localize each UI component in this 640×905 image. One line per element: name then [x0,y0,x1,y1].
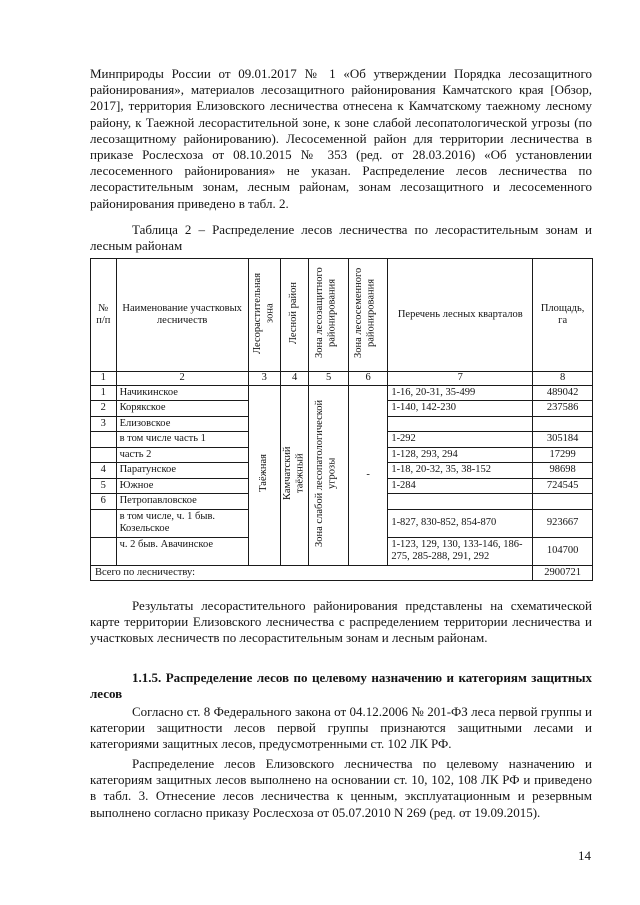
row-name: Южное [116,478,248,494]
row-name: в том числе, ч. 1 быв. Козельское [116,509,248,537]
row-num [91,447,117,463]
total-area: 2900721 [533,565,593,581]
row-quarters: 1-140, 142-230 [388,401,533,417]
colnum-3: 3 [248,372,280,386]
row-num: 3 [91,416,117,432]
row-quarters: 1-827, 830-852, 854-870 [388,509,533,537]
section-heading: 1.1.5. Распределение лесов по целевому назначению и категориям защитных лесов [90,670,592,701]
row-quarters: 1-292 [388,432,533,448]
merged-district [280,385,309,565]
colnum-1: 1 [91,372,117,386]
results-paragraph: Результаты лесорастительного районирования представлены на схематической карте территории Елизовского лесничества с распределением территории лесничества и участковых лесничеств по лесорастительным зонам и лесным районам. [90,598,592,646]
row-area: 923667 [533,509,593,537]
merged-seed-zone: - [348,385,387,565]
row-num: 4 [91,463,117,479]
header-name: Наименование участковых лесничеств [116,259,248,372]
total-label: Всего по лесничеству: [91,565,533,581]
header-district-text: Лесной район [288,281,300,344]
header-zone-text: Лесорастительная зона [252,272,276,354]
row-name: Начикинское [116,385,248,401]
intro-paragraph: Минприроды России от 09.01.2017 № 1 «Об утверждении Порядка лесозащитного районирования», материалов лесозащитного районирования Камчатского края [Обзор, 2017], территория Елизовского лесничества отнесена к Камчатскому таежному лесному району, к Таежной лесорастительной зоне, к зоне слабой лесопатологической угрозы (по лесозащитному районированию). Лесосеменной район для территории лесничества в приказе Рослесхоза от 08.10.2015 № 353 (ред. от 28.03.2016) «Об установлении лесосеменного районирования» не указан. Распределение лесов лесничества по лесорастительным зонам, лесным районам, зонам лесозащитного и лесосеменного районирования приведено в табл. 2. [90,66,592,211]
row-name: Корякское [116,401,248,417]
row-quarters: 1-123, 129, 130, 133-146, 186-275, 285-288, 291, 292 [388,537,533,565]
row-area: 237586 [533,401,593,417]
header-area: Площадь, га [533,259,593,372]
merged-protection-zone [309,385,348,565]
row-num: 2 [91,401,117,417]
column-number-row [91,372,593,386]
header-quarters: Перечень лесных кварталов [388,259,533,372]
colnum-5: 5 [309,372,348,386]
row-area [533,416,593,432]
row-quarters: 1-128, 293, 294 [388,447,533,463]
colnum-4: 4 [280,372,309,386]
row-quarters: 1-284 [388,478,533,494]
row-area [533,494,593,510]
forest-distribution-table [90,258,593,581]
page-number: 14 [578,848,591,863]
header-protection-zone-text: Зона лесозащитного районирования [313,267,338,359]
header-zone [248,259,280,372]
law-paragraph: Согласно ст. 8 Федерального закона от 04.12.2006 № 201-ФЗ леса первой группы и категории защитности лесов первой группы признаются защитными лесами и категориями защитных лесов, предусмотренными ст. 102 ЛК РФ. [90,704,592,752]
table-row [91,385,593,401]
row-name: Паратунское [116,463,248,479]
colnum-6: 6 [348,372,387,386]
row-area: 17299 [533,447,593,463]
row-num: 6 [91,494,117,510]
header-num: № п/п [91,259,117,372]
row-area: 305184 [533,432,593,448]
row-name: в том числе часть 1 [116,432,248,448]
row-name: часть 2 [116,447,248,463]
table-header-row [91,259,593,372]
distribution-paragraph: Распределение лесов Елизовского лесничества по целевому назначению и категориям защитных лесов выполнено на основании ст. 10, 102, 108 ЛК РФ и приведено в табл. 3. Отнесение лесов лесничества к ценным, эксплуатационным и резервным выполнено согласно приказу Рослесхоза от 05.07.2010 N 269 (ред. от 19.09.2015). [90,756,592,820]
row-quarters [388,494,533,510]
colnum-2: 2 [116,372,248,386]
row-num: 1 [91,385,117,401]
row-quarters [388,416,533,432]
row-area: 104700 [533,537,593,565]
merged-district-text: Камчатский таёжный [281,445,306,500]
row-num [91,432,117,448]
merged-zone [248,385,280,565]
header-seed-zone [348,259,387,372]
row-area: 489042 [533,385,593,401]
merged-zone-text: Таёжная [257,453,269,492]
table-total-row [91,565,593,581]
row-num [91,537,117,565]
row-quarters: 1-16, 20-31, 35-499 [388,385,533,401]
colnum-8: 8 [533,372,593,386]
row-area: 724545 [533,478,593,494]
table-caption: Таблица 2 – Распределение лесов лесничества по лесорастительным зонам и лесным районам [90,222,592,253]
colnum-7: 7 [388,372,533,386]
merged-protection-zone-text: Зона слабой лесопатологической угрозы [313,399,338,547]
row-name: Петропавловское [116,494,248,510]
row-name: ч. 2 быв. Авачинское [116,537,248,565]
row-num [91,509,117,537]
header-protection-zone [309,259,348,372]
header-seed-zone-text: Зона лесосеменного районирования [353,267,377,358]
row-num: 5 [91,478,117,494]
header-district [280,259,309,372]
row-area: 98698 [533,463,593,479]
row-quarters: 1-18, 20-32, 35, 38-152 [388,463,533,479]
row-name: Елизовское [116,416,248,432]
